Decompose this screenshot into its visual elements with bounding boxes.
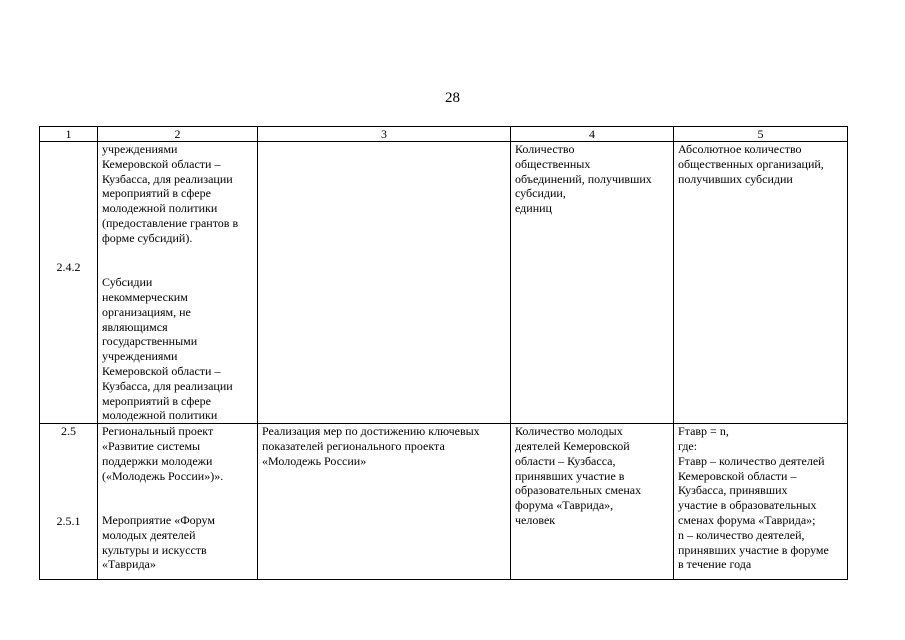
text-line: «Развитие системы xyxy=(102,438,201,453)
text-line: принявших участие в форуме xyxy=(678,542,829,557)
row-number-cell xyxy=(40,424,98,580)
text-line: Кемеровской области – xyxy=(102,363,221,378)
text-line: учреждениями xyxy=(102,142,178,156)
description-cell xyxy=(258,424,511,580)
text-line: Fтавр = n, xyxy=(678,424,729,439)
text-line: молодых деятелей xyxy=(102,527,196,542)
text-line: форме субсидий). xyxy=(102,230,193,245)
text-line: (предоставление грантов в xyxy=(102,215,239,230)
text-line: поддержки молодежи xyxy=(102,453,213,468)
text-line: показателей регионального проекта xyxy=(262,438,445,453)
text-line: Кемеровской области – xyxy=(102,156,221,171)
text-line: единиц xyxy=(515,201,552,216)
text-line: Количество молодых xyxy=(515,424,623,439)
description-text xyxy=(262,424,506,468)
text-line: области – Кузбасса, xyxy=(515,453,616,468)
text-line: являющимся xyxy=(102,319,168,334)
row-number-cell xyxy=(40,142,98,424)
indicator-method-cell xyxy=(674,142,848,424)
text-line: молодежной политики xyxy=(102,201,218,216)
text-line: деятелей Кемеровской xyxy=(515,438,630,453)
text-line: Количество xyxy=(515,142,575,156)
text-line: Абсолютное количество xyxy=(678,142,802,156)
text-line: «Таврида» xyxy=(102,557,156,572)
measure-name-cell xyxy=(98,424,258,580)
measure-name-text xyxy=(102,142,253,246)
text-line: («Молодежь России»)». xyxy=(102,468,224,483)
column-number-1: 1 xyxy=(40,127,98,142)
text-line: получивших субсидии xyxy=(678,171,793,186)
text-line: объединений, получивших xyxy=(515,171,652,186)
row-number: 2.4.2 xyxy=(56,260,81,274)
indicator-name-text xyxy=(515,142,669,216)
column-number-header-row xyxy=(40,127,848,142)
text-line: общественных xyxy=(515,156,591,171)
text-line: молодежной политики xyxy=(102,408,218,423)
indicator-method-text xyxy=(678,142,843,186)
measure-name-text xyxy=(102,424,253,483)
text-line: организациям, не xyxy=(102,304,191,319)
text-line: принявших участие в xyxy=(515,468,625,483)
column-number-2: 2 xyxy=(98,127,258,142)
program-indicators-table xyxy=(39,126,848,580)
measure-name-text xyxy=(102,275,253,423)
text-line: форума «Таврида», xyxy=(515,498,614,513)
column-number-3: 3 xyxy=(258,127,511,142)
indicator-method-cell xyxy=(674,424,848,580)
row-number: 2.5.1 xyxy=(56,513,81,528)
text-line: участие в образовательных xyxy=(678,498,817,513)
text-line: Кузбасса, принявших xyxy=(678,483,788,498)
text-line: «Молодежь России» xyxy=(262,453,367,468)
text-line: Субсидии xyxy=(102,275,153,290)
text-line: n – количество деятелей, xyxy=(678,527,805,542)
measure-name-text xyxy=(102,513,253,572)
text-line: сменах форума «Таврида»; xyxy=(678,512,816,527)
column-number-4: 4 xyxy=(511,127,674,142)
page-number: 28 xyxy=(445,90,460,106)
text-line: мероприятий в сфере xyxy=(102,186,211,201)
text-line: Кемеровской области – xyxy=(678,468,797,483)
text-line: Реализация мер по достижению ключевых xyxy=(262,424,480,439)
measure-name-cell xyxy=(98,142,258,424)
indicator-name-text xyxy=(515,424,669,528)
text-line: некоммерческим xyxy=(102,289,188,304)
text-line: Региональный проект xyxy=(102,424,214,439)
table-row-regional-project xyxy=(40,424,848,580)
text-line: культуры и искусств xyxy=(102,542,207,557)
indicator-name-cell xyxy=(511,142,674,424)
text-line: учреждениями xyxy=(102,349,178,364)
indicator-name-cell xyxy=(511,424,674,580)
text-line: мероприятий в сфере xyxy=(102,393,211,408)
text-line: Кузбасса, для реализации xyxy=(102,378,233,393)
text-line: Кузбасса, для реализации xyxy=(102,171,233,186)
text-line: общественных организаций, xyxy=(678,156,824,171)
row-number: 2.5 xyxy=(61,424,76,439)
text-line: субсидии, xyxy=(515,186,566,201)
text-line: государственными xyxy=(102,334,198,349)
text-line: человек xyxy=(515,512,556,527)
text-line: Fтавр – количество деятелей xyxy=(678,453,825,468)
text-line: Мероприятие «Форум xyxy=(102,512,215,527)
text-line: где: xyxy=(678,438,698,453)
table-row-subsidies xyxy=(40,142,848,424)
text-line: образовательных сменах xyxy=(515,483,642,498)
description-cell xyxy=(258,142,511,424)
text-line: в течение года xyxy=(678,557,752,572)
indicator-method-text xyxy=(678,424,843,572)
column-number-5: 5 xyxy=(674,127,848,142)
